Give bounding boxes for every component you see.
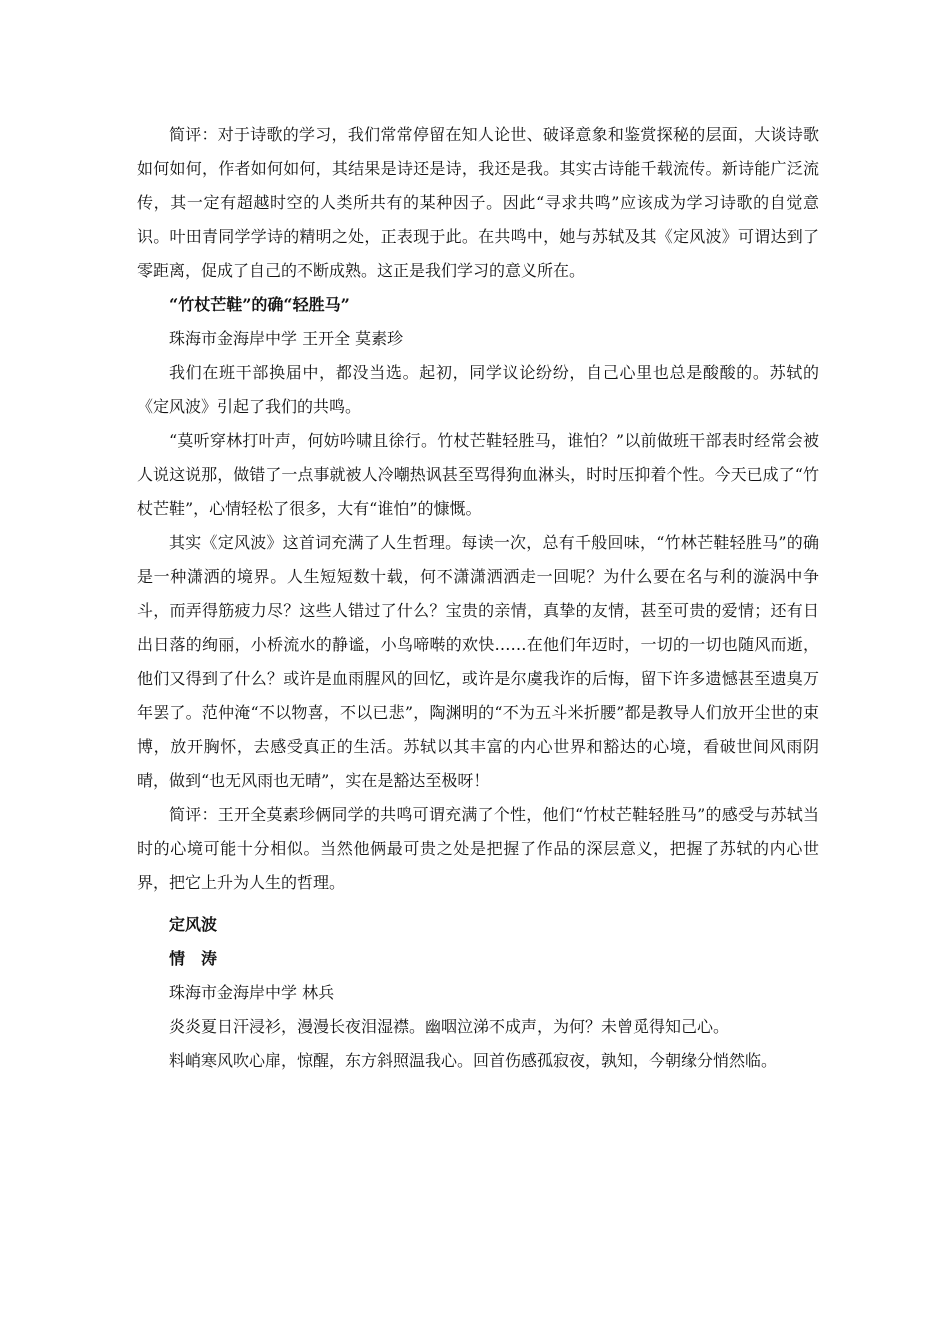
poem-verse-1: 炎炎夏日汗浸衫，漫漫长夜泪湿襟。幽咽泣涕不成声，为何？未曾觅得知己心。 [169,1017,730,1036]
comment-paragraph-2: 简评：王开全莫素珍俩同学的共鸣可谓充满了个性，他们“竹杖芒鞋轻胜马”的感受与苏轼当时的心境可能十分相似。当然他俩最可贵之处是把握了作品的深层意义，把握了苏轼的内心世界，把它上升为人生的哲理。 [137,805,819,892]
poem-title-3: 定风波 [169,915,218,934]
document-body [137,118,819,1078]
essay-author-2: 珠海市金海岸中学 王开全 莫素珍 [169,329,404,348]
essay-title-2: “竹杖芒鞋”的确“轻胜马” [169,295,350,314]
poem-author-3: 珠海市金海岸中学 林兵 [169,983,335,1002]
essay-paragraph-2b: “莫听穿林打叶声，何妨吟啸且徐行。竹杖芒鞋轻胜马，谁怕？”以前做班干部表时经常会被人说这说那，做错了一点事就被人冷嘲热讽甚至骂得狗血淋头，时时压抑着个性。今天已成了“竹杖芒鞋”，心情轻松了很多，大有“谁怕”的慷慨。 [137,431,819,518]
comment-paragraph-1: 简评：对于诗歌的学习，我们常常停留在知人论世、破译意象和鉴赏探秘的层面，大谈诗歌如何如何，作者如何如何，其结果是诗还是诗，我还是我。其实古诗能千载流传。新诗能广泛流传，其一定有超越时空的人类所共有的某种因子。因此“寻求共鸣”应该成为学习诗歌的自觉意识。叶田青同学学诗的精明之处，正表现于此。在共鸣中，她与苏轼及其《定风波》可谓达到了零距离，促成了自己的不断成熟。这正是我们学习的意义所在。 [137,125,819,280]
essay-paragraph-2a: 我们在班干部换届中，都没当选。起初，同学议论纷纷，自己心里也总是酸酸的。苏轼的《定风波》引起了我们的共鸣。 [137,363,819,416]
poem-subtitle-3: 情 涛 [169,949,218,968]
essay-paragraph-2c: 其实《定风波》这首词充满了人生哲理。每读一次，总有千般回味，“竹林芒鞋轻胜马”的确是一种潇洒的境界。人生短短数十载，何不潇潇洒洒走一回呢？为什么要在名与利的漩涡中争斗，而弄得筋疲力尽？这些人错过了什么？宝贵的亲情，真挚的友情，甚至可贵的爱情；还有日出日落的绚丽，小桥流水的静谧，小鸟啼啭的欢快……在他们年迈时，一切的一切也随风而逝，他们又得到了什么？或许是血雨腥风的回忆，或许是尔虞我诈的后悔，留下许多遗憾甚至遗臭万年罢了。范仲淹“不以物喜，不以已悲”，陶渊明的“不为五斗米折腰”都是教导人们放开尘世的束博，放开胸怀，去感受真正的生活。苏轼以其丰富的内心世界和豁达的心境，看破世间风雨阴晴，做到“也无风雨也无晴”，实在是豁达至极呀！ [137,533,819,790]
poem-verse-2: 料峭寒风吹心扉，惊醒，东方斜照温我心。回首伤感孤寂夜，孰知，今朝缘分悄然临。 [169,1051,778,1070]
